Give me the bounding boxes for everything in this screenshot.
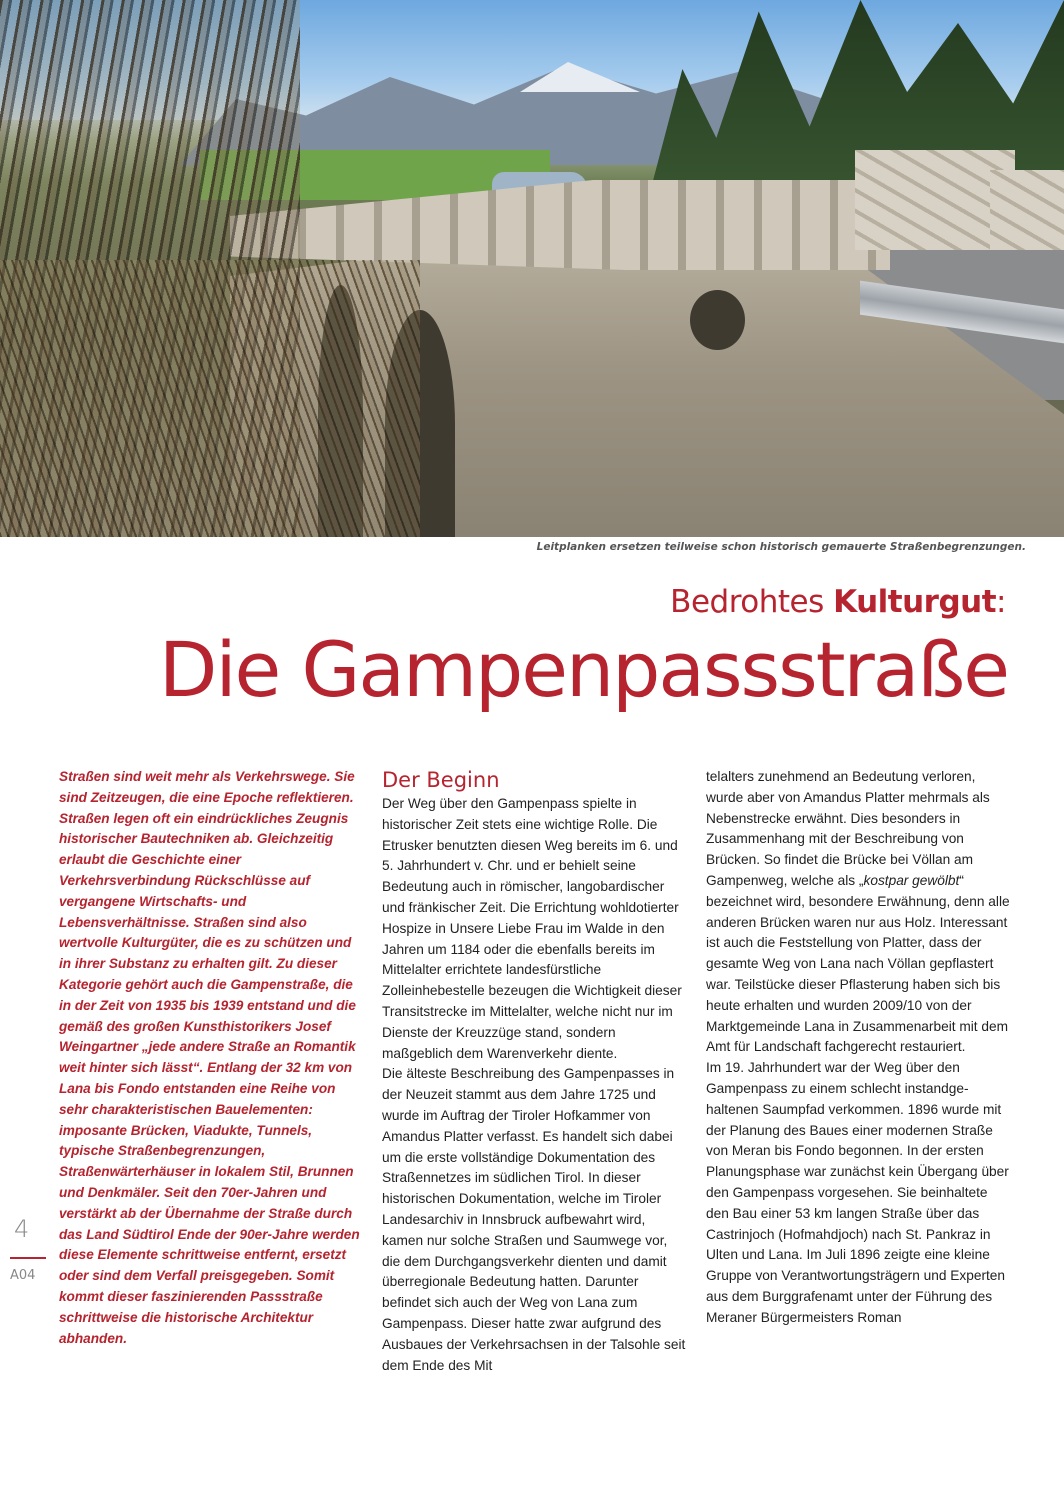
kicker-bold: Kulturgut	[833, 584, 997, 620]
photo-stone-pillar-2	[990, 170, 1064, 250]
hero-photo	[0, 0, 1064, 537]
page-number-rule	[10, 1257, 46, 1259]
kicker-plain: Bedrohtes	[670, 584, 834, 620]
kicker-heading	[670, 584, 1006, 620]
photo-brush	[0, 260, 420, 537]
page-code: A04	[10, 1268, 36, 1283]
quoted-term: kostpar gewölbt	[863, 872, 960, 888]
article-paragraph: Der Weg über den Gampenpass spielte in historischer Zeit stets eine wichtige Rolle. Die Etrusker benutzten diesen Weg bereits im 6. und 5. Jahrhundert v. Chr. und er behielt seine Bedeutung auch in römischer, langobardischer und fränkischer Zeit. Die Errichtung wohldotierter Hospize in Unsere Liebe Frau im Walde in den Jahren um 1184 oder die ebenfalls bereits im Mittelalter errichtete landesfürstliche Zolleinhebestelle bezeugen die Wichtigkeit dieser Transitstrecke im Mittelalter, welche nicht nur im Dienste der Kreuzzüge stand, sondern maßgeblich dem Warenverkehr diente.	[382, 796, 682, 1061]
intro-text: Straßen sind weit mehr als Verkehrswege. Sie sind Zeitzeugen, die eine Epoche reflektieren. Straßen legen oft ein eindrückliches Zeugnis historischer Bautechniken ab. Gleichzeitig erlaubt die Geschichte einer Verkehrsverbindung Rückschlüsse auf vergangene Wirtschafts- und Lebensverhältnisse. Straßen sind also wertvolle Kulturgüter, die es zu schützen und in ihrer Substanz zu erhalten gilt. Zu dieser Kategorie gehört auch die Gampenstraße, die in der Zeit von 1935 bis 1939 entstand und die gemäß des großen Kunsthistorikers Josef Weingartner „jede andere Straße an Romantik weit hinter sich lässt“. Entlang der 32 km von Lana bis Fondo entstanden eine Reihe von sehr charakteristischen Bauelementen: imposante Brücken, Viadukte, Tunnels, typische Straßenbegrenzungen, Straßenwärterhäuser in lokalem Stil, Brunnen und Denkmäler. Seit den 70er-Jahren und verstärkt ab der Übernahme der Straße durch das Land Südtirol Ende der 90er-Jahre werden diese Elemente schrittweise entfernt, ersetzt oder sind dem Verfall preisgegeben. Somit kommt dieser faszinierenden Passstraße schrittweise die historische Architektur abhanden.	[59, 769, 360, 1346]
page-number: 4	[14, 1215, 30, 1243]
kicker-colon: :	[996, 584, 1006, 620]
section-heading: Der Beginn	[382, 768, 500, 792]
article-paragraph: Im 19. Jahrhundert war der Weg über den Gampenpass zu einem schlecht instandgehaltenen Saumpfad verkommen. 1896 wurde mit der Planung des Baues einer modernen Straße von Meran bis Fondo begonnen. In der ersten Planungsphase war zunächst kein Übergang über den Gampenpass vorgesehen. Sie beinhaltete den Bau einer 53 km langen Straße über das Castrinjoch (Hofmahdjoch) nach St. Pankraz in Ulten und Lana. Im Juli 1896 zeigte eine kleine Gruppe von Verantwortungsträgern und Experten aus dem Burggrafenamt unter der Führung des Meraner Bürgermeisters Roman	[706, 1060, 1009, 1325]
article-column-1	[382, 767, 687, 1376]
page-title: Die Gampenpassstraße	[158, 625, 1008, 714]
article-paragraph	[706, 767, 1011, 1058]
text-run: telalters zunehmend an Bedeutung verloren, wurde aber von Amandus Platter mehrmals als Nebenstrecke erwähnt. Dies besonders in Zusammenhang mit der Beschreibung von Brücken. So findet die Brücke bei Völlan am Gampenweg, welche als „	[706, 769, 990, 888]
photo-caption: Leitplanken ersetzen teilweise schon historisch gemauerte Straßenbegrenzungen.	[536, 541, 1026, 553]
text-run: “ bezeichnet wird, besondere Erwähnung, denn alle anderen Brücken waren nur aus Holz. Interessant ist auch die Feststellung von Platter, dass der gesamte Weg von Lana nach Völlan gepflastert war. Teilstücke dieser Pflasterung haben sich bis heute erhalten und wurden 2009/10 von der Marktgemeinde Lana in Zusammenarbeit mit dem Amt für Landschaft fachgerecht restauriert.	[706, 872, 1010, 1055]
photo-bridge-arch	[690, 290, 745, 350]
article-paragraph: Die älteste Beschreibung des Gampenpasses in der Neuzeit stammt aus dem Jahre 1725 und wurde im Auftrag der Tiroler Hofkammer von Amandus Platter verfasst. Es handelt sich dabei um die erste vollständige Dokumentation des Straßennetzes im südlichen Tirol. In dieser historischen Dokumentation, welche im Tiroler Landesarchiv in Innsbruck aufbewahrt wird, kamen nur solche Straßen und Saumwege vor, die dem Durchgangsverkehr dienten und damit überregionale Bedeutung hatten. Darunter befindet sich auch der Weg von Lana zum Gampenpass. Dieser hatte zwar aufgrund des Ausbaues der Verkehrsachsen in der Talsohle seit dem Ende des Mit	[382, 1066, 686, 1373]
article-column-2	[706, 767, 1011, 1329]
